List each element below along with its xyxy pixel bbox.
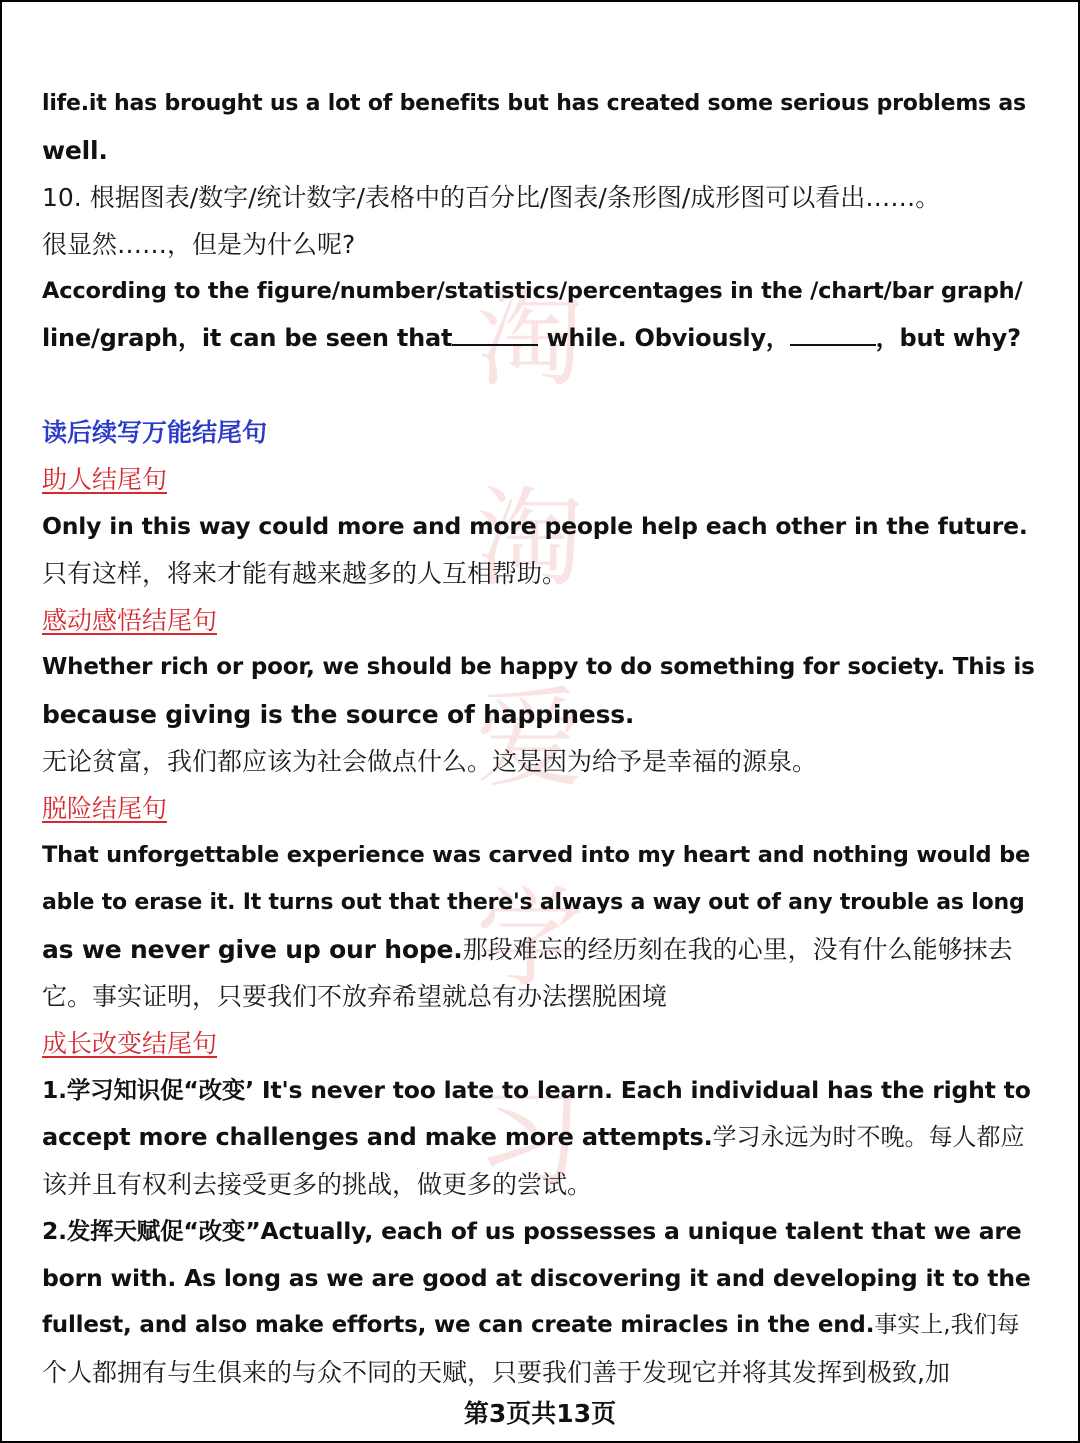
- watermark-char: 淘: [475, 277, 584, 402]
- spacer: [42, 362, 1012, 409]
- text-line: [42, 1302, 1020, 1349]
- text-segment: as we never give up our hope.: [42, 935, 463, 964]
- text-line: 该并且有权利去接受更多的挑战，做更多的尝试。: [42, 1170, 593, 1199]
- text-line: 个人都拥有与生俱来的与众不同的天赋，只要我们善于发现它并将其发挥到极致,加: [42, 1358, 950, 1387]
- page-number: 第3页共13页: [463, 1399, 617, 1428]
- text-line: [42, 1208, 1022, 1255]
- item-label: 2.发挥天赋促“改变”: [42, 1217, 261, 1245]
- text-line: 10. 根据图表/数字/统计数字/表格中的百分比/图表/条形图/成形图可以看出……。: [42, 183, 941, 212]
- document-body: [42, 80, 1035, 1396]
- text-line: [42, 1067, 1031, 1114]
- fill-in-blank: [790, 316, 876, 346]
- text-line: able to erase it. It turns out that there's always a way out of any trouble as long: [42, 890, 1025, 915]
- text-segment: line/graph，it can be seen that: [42, 324, 453, 352]
- text-segment: Actually, each of us possesses a unique talent that we are: [260, 1217, 1022, 1245]
- text-segment: 事实上,我们每: [874, 1312, 1020, 1338]
- subsection-title-moving: 感动感悟结尾句: [42, 606, 218, 635]
- text-line: Whether rich or poor, we should be happy to do something for society. This is: [42, 654, 1035, 680]
- subsection-title-escape: 脱险结尾句: [42, 794, 168, 823]
- subsection-title-growth: 成长改变结尾句: [42, 1029, 218, 1058]
- text-segment: 那段难忘的经历刻在我的心里，没有什么能够抹去: [462, 935, 1013, 964]
- text-segment: while. Obviously，: [538, 324, 790, 352]
- text-line: because giving is the source of happiness.: [42, 700, 635, 729]
- text-line: [42, 926, 1012, 973]
- section-title: 读后续写万能结尾句: [42, 418, 268, 447]
- text-line: born with. As long as we are good at discovering it and developing it to the: [42, 1264, 1031, 1292]
- text-segment: accept more challenges and make more attempts.: [42, 1123, 713, 1151]
- text-segment: fullest, and also make efforts, we can create miracles in the end.: [42, 1312, 875, 1338]
- text-segment: ，but why?: [875, 324, 1021, 352]
- text-line: well.: [42, 136, 108, 165]
- text-line: [42, 315, 1021, 362]
- text-line: 只有这样，将来才能有越来越多的人互相帮助。: [42, 559, 568, 588]
- text-line: 它。事实证明，只要我们不放弃希望就总有办法摆脱困境: [42, 982, 668, 1011]
- watermark-char: 淘: [475, 477, 584, 602]
- watermark-char: 学: [475, 877, 584, 1002]
- watermark-char: 习: [475, 1077, 584, 1202]
- text-line: life.it has brought us a lot of benefits but has created some serious problems as: [42, 91, 1026, 116]
- text-line: 无论贫富，我们都应该为社会做点什么。这是因为给予是幸福的源泉。: [42, 747, 818, 776]
- text-line: According to the figure/number/statistics/percentages in the /chart/bar graph/: [42, 278, 1023, 304]
- text-line: [42, 1114, 1025, 1161]
- item-label: 1.学习知识促“改变’: [42, 1076, 254, 1104]
- text-segment: It's never too late to learn. Each individual has the right to: [253, 1076, 1031, 1104]
- text-line: 很显然……，但是为什么呢?: [42, 230, 356, 259]
- text-line: Only in this way could more and more people help each other in the future.: [42, 512, 1028, 540]
- text-line: That unforgettable experience was carved into my heart and nothing would be: [42, 842, 1031, 868]
- text-segment: 学习永远为时不晚。每人都应: [712, 1123, 1025, 1151]
- watermark-char: 爱: [475, 677, 584, 802]
- subsection-title-helping: 助人结尾句: [42, 465, 168, 494]
- fill-in-blank: [452, 316, 538, 346]
